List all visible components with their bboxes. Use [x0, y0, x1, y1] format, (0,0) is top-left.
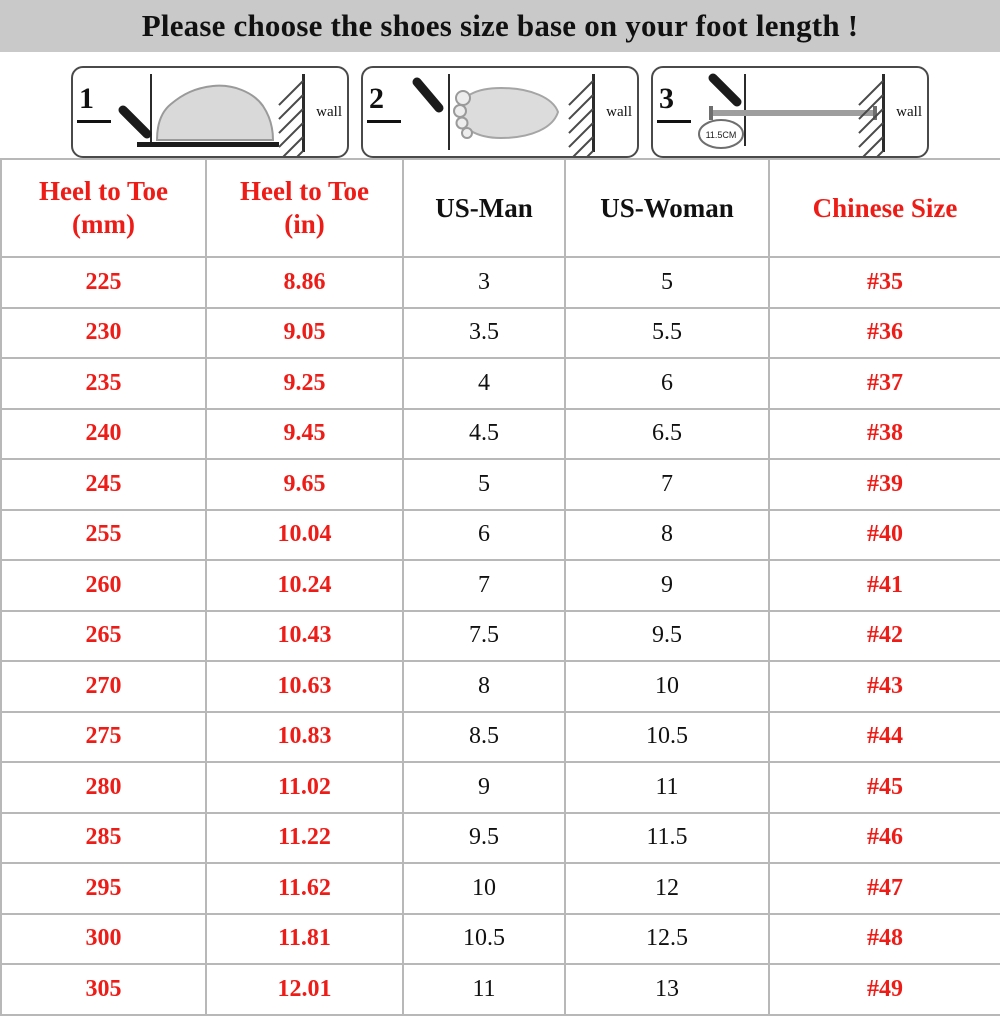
cell-heel-to-toe-in: 10.43: [206, 611, 403, 662]
step-number-3: 3: [659, 82, 674, 115]
table-row: [1, 257, 1000, 308]
cell-us-woman: 11: [565, 762, 769, 813]
cell-us-woman: 12: [565, 863, 769, 914]
wall-hatch-2: [565, 74, 595, 152]
table-row: [1, 611, 1000, 662]
cell-us-man: 10.5: [403, 914, 565, 965]
cell-heel-to-toe-mm: 260: [1, 560, 206, 611]
size-table-body: [1, 257, 1000, 1015]
cell-heel-to-toe-mm: 245: [1, 459, 206, 510]
cell-heel-to-toe-in: 9.05: [206, 308, 403, 359]
cell-us-man: 9.5: [403, 813, 565, 864]
step-number-underline-1: [77, 120, 111, 123]
svg-text:11.5CM: 11.5CM: [705, 130, 737, 140]
cell-us-man: 5: [403, 459, 565, 510]
cell-us-woman: 10.5: [565, 712, 769, 763]
cell-heel-to-toe-in: 12.01: [206, 964, 403, 1015]
cell-us-woman: 13: [565, 964, 769, 1015]
cell-us-woman: 6.5: [565, 409, 769, 460]
cell-us-man: 3: [403, 257, 565, 308]
table-row: [1, 813, 1000, 864]
cell-heel-to-toe-in: 11.81: [206, 914, 403, 965]
cell-us-woman: 12.5: [565, 914, 769, 965]
cell-heel-to-toe-in: 11.02: [206, 762, 403, 813]
table-header-row: [1, 159, 1000, 257]
cell-us-woman: 5: [565, 257, 769, 308]
cell-heel-to-toe-mm: 255: [1, 510, 206, 561]
cell-heel-to-toe-mm: 300: [1, 914, 206, 965]
step-number-1: 1: [79, 82, 94, 115]
cell-heel-to-toe-in: 10.83: [206, 712, 403, 763]
cell-heel-to-toe-mm: 225: [1, 257, 206, 308]
cell-heel-to-toe-in: 11.62: [206, 863, 403, 914]
cell-us-woman: 9: [565, 560, 769, 611]
cell-heel-to-toe-mm: 230: [1, 308, 206, 359]
step-card-1: [71, 66, 349, 158]
cell-chinese-size: #35: [769, 257, 1000, 308]
cell-heel-to-toe-in: 9.45: [206, 409, 403, 460]
cell-chinese-size: #42: [769, 611, 1000, 662]
cell-us-man: 7: [403, 560, 565, 611]
cell-us-woman: 11.5: [565, 813, 769, 864]
table-row: [1, 661, 1000, 712]
cell-chinese-size: #39: [769, 459, 1000, 510]
cell-chinese-size: #44: [769, 712, 1000, 763]
column-header-line-1: Heel to Toe: [39, 176, 168, 207]
wall-label-3: wall: [896, 104, 922, 120]
wall-label-1: wall: [316, 104, 342, 120]
cell-chinese-size: #45: [769, 762, 1000, 813]
cell-chinese-size: #47: [769, 863, 1000, 914]
cell-us-man: 9: [403, 762, 565, 813]
cell-heel-to-toe-mm: 305: [1, 964, 206, 1015]
table-row: [1, 914, 1000, 965]
table-row: [1, 459, 1000, 510]
cell-heel-to-toe-mm: 285: [1, 813, 206, 864]
cell-us-woman: 9.5: [565, 611, 769, 662]
cell-us-woman: 5.5: [565, 308, 769, 359]
size-table: [0, 158, 1000, 1016]
table-row: [1, 510, 1000, 561]
cell-heel-to-toe-mm: 295: [1, 863, 206, 914]
cell-heel-to-toe-in: 8.86: [206, 257, 403, 308]
column-header-line-2: (in): [284, 209, 325, 239]
cell-chinese-size: #46: [769, 813, 1000, 864]
table-row: [1, 560, 1000, 611]
table-row: [1, 308, 1000, 359]
wall-hatch-3: [855, 74, 885, 152]
cell-us-woman: 8: [565, 510, 769, 561]
step-card-3: [651, 66, 929, 158]
cell-heel-to-toe-in: 9.65: [206, 459, 403, 510]
cell-heel-to-toe-in: 10.24: [206, 560, 403, 611]
column-header-heel-to-toe-in: [206, 159, 403, 257]
step-card-2: [361, 66, 639, 158]
cell-chinese-size: #38: [769, 409, 1000, 460]
cell-us-man: 11: [403, 964, 565, 1015]
cell-heel-to-toe-mm: 270: [1, 661, 206, 712]
cell-heel-to-toe-in: 10.04: [206, 510, 403, 561]
cell-us-woman: 6: [565, 358, 769, 409]
cell-us-man: 8: [403, 661, 565, 712]
wall-label-2: wall: [606, 104, 632, 120]
page-title: Please choose the shoes size base on your foot length !: [141, 8, 859, 43]
measurement-steps: [0, 54, 1000, 158]
header-banner: [0, 0, 1000, 54]
cell-us-woman: 7: [565, 459, 769, 510]
cell-heel-to-toe-mm: 265: [1, 611, 206, 662]
cell-chinese-size: #37: [769, 358, 1000, 409]
table-row: [1, 762, 1000, 813]
cell-heel-to-toe-in: 10.63: [206, 661, 403, 712]
cell-us-woman: 10: [565, 661, 769, 712]
cell-heel-to-toe-mm: 280: [1, 762, 206, 813]
cell-heel-to-toe-mm: 275: [1, 712, 206, 763]
cell-chinese-size: #41: [769, 560, 1000, 611]
cell-chinese-size: #49: [769, 964, 1000, 1015]
cell-chinese-size: #40: [769, 510, 1000, 561]
cell-us-man: 7.5: [403, 611, 565, 662]
cell-us-man: 3.5: [403, 308, 565, 359]
table-row: [1, 409, 1000, 460]
cell-heel-to-toe-mm: 240: [1, 409, 206, 460]
column-header-line-2: (mm): [72, 209, 135, 239]
wall-hatch-1: [275, 74, 305, 152]
cell-heel-to-toe-in: 9.25: [206, 358, 403, 409]
cell-chinese-size: #48: [769, 914, 1000, 965]
step-number-underline-2: [367, 120, 401, 123]
cell-heel-to-toe-mm: 235: [1, 358, 206, 409]
cell-us-man: 6: [403, 510, 565, 561]
cell-us-man: 10: [403, 863, 565, 914]
cell-us-man: 8.5: [403, 712, 565, 763]
cell-us-man: 4: [403, 358, 565, 409]
size-table-header: [1, 159, 1000, 257]
column-header-us-woman: US-Woman: [565, 159, 769, 257]
table-row: [1, 964, 1000, 1015]
cell-us-man: 4.5: [403, 409, 565, 460]
table-row: [1, 358, 1000, 409]
step-number-2: 2: [369, 82, 384, 115]
table-row: [1, 712, 1000, 763]
cell-chinese-size: #36: [769, 308, 1000, 359]
column-header-line-1: Heel to Toe: [240, 176, 369, 207]
table-row: [1, 863, 1000, 914]
size-table-wrapper: [0, 158, 1000, 1016]
cell-heel-to-toe-in: 11.22: [206, 813, 403, 864]
column-header-heel-to-toe-mm: [1, 159, 206, 257]
column-header-us-man: US-Man: [403, 159, 565, 257]
cell-chinese-size: #43: [769, 661, 1000, 712]
column-header-chinese-size: Chinese Size: [769, 159, 1000, 257]
step-number-underline-3: [657, 120, 691, 123]
